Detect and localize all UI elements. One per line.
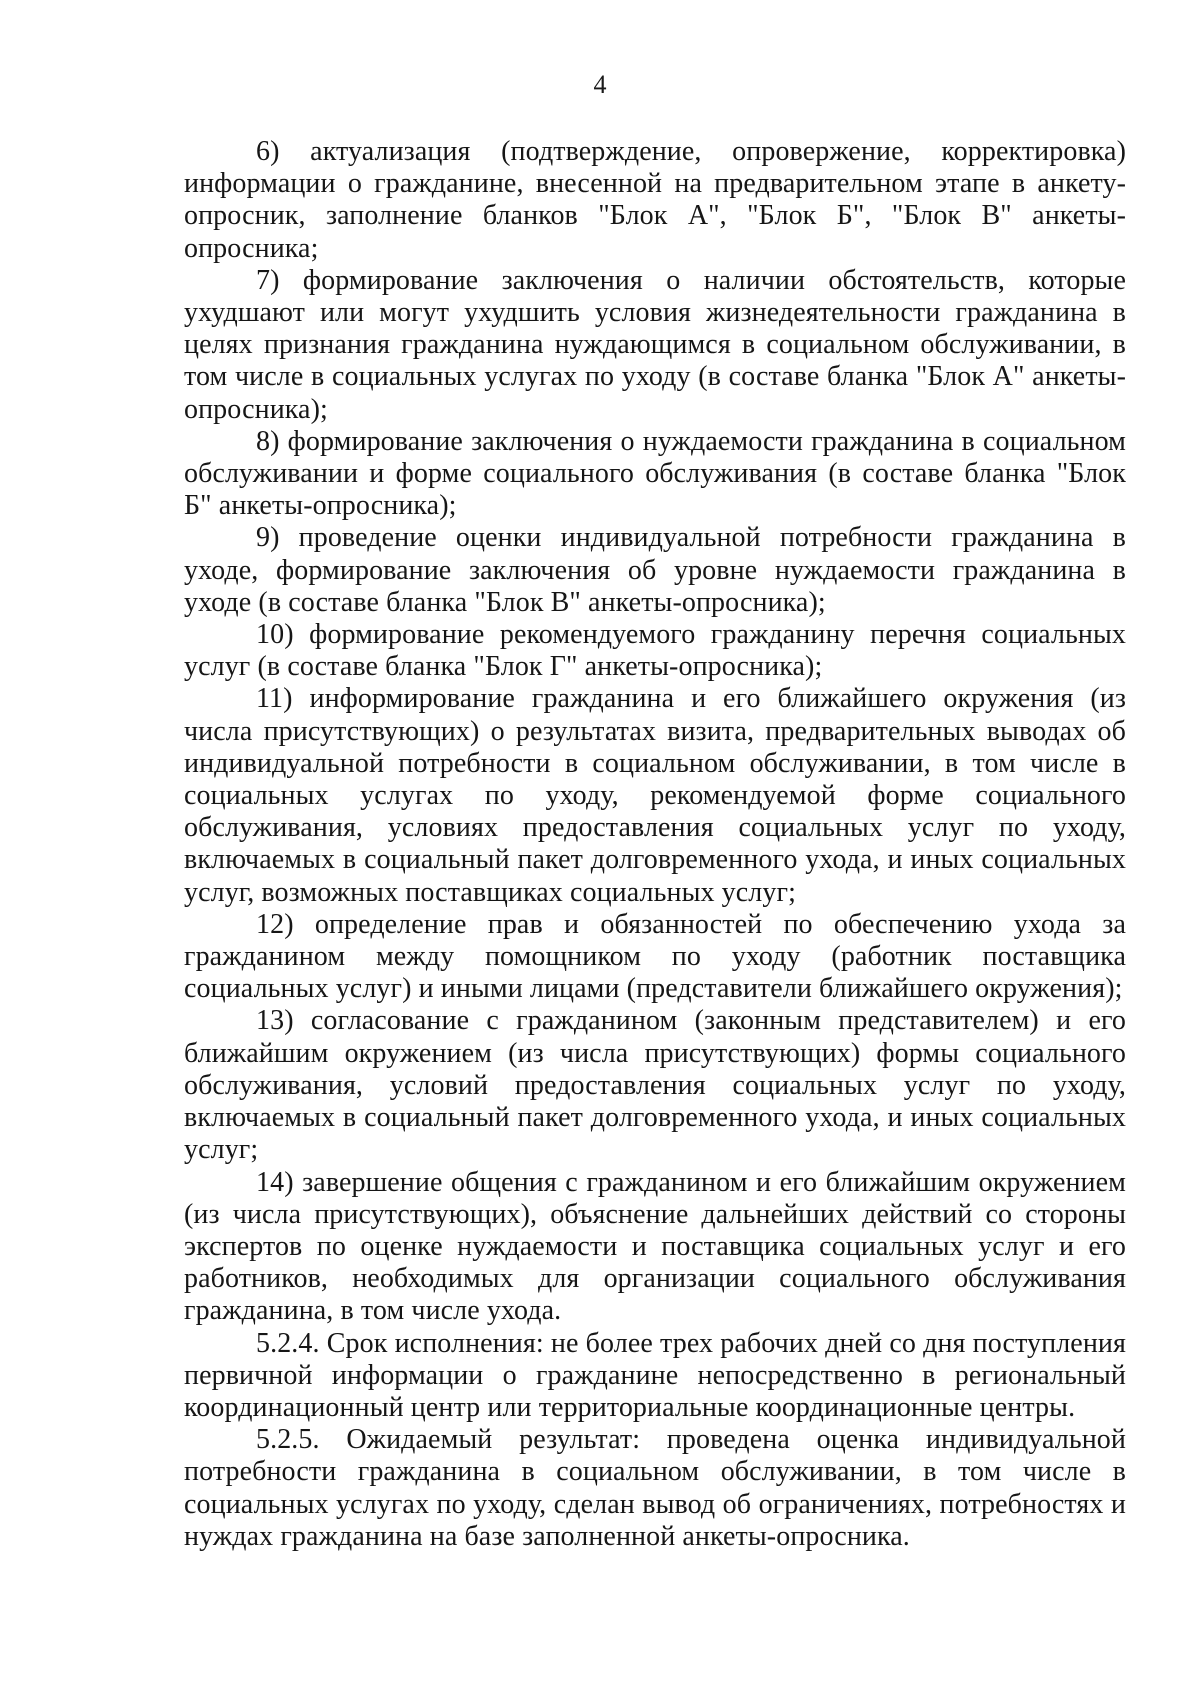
list-item-6: 6) актуализация (подтверждение, опровержение, корректировка) информации о гражданине, внесенной на предварительном этапе в анкету-опросник, заполнение бланков "Блок А", "Блок Б", "Блок В" анкеты-опросника;	[184, 136, 1126, 264]
list-item-14: 14) завершение общения с гражданином и его ближайшим окружением (из числа присутствующих), объяснение дальнейших действий со стороны экспертов по оценке нуждаемости и поставщика социальных услуг и его работников, необходимых для организации социального обслуживания гражданина, в том числе ухода.	[184, 1166, 1126, 1327]
list-item-12: 12) определение прав и обязанностей по обеспечению ухода за гражданином между помощником по уходу (работник поставщика социальных услуг) и иными лицами (представители ближайшего окружения);	[184, 908, 1126, 1005]
document-body	[184, 136, 1126, 1553]
list-item-13: 13) согласование с гражданином (законным представителем) и его ближайшим окружением (из числа присутствующих) формы социального обслуживания, условий предоставления социальных услуг по уходу, включаемых в социальный пакет долговременного ухода, и иных социальных услуг;	[184, 1005, 1126, 1166]
list-item-11: 11) информирование гражданина и его ближайшего окружения (из числа присутствующих) о результатах визита, предварительных выводах об индивидуальной потребности в социальном обслуживании, в том числе в социальных услугах по уходу, рекомендуемой форме социального обслуживания, условиях предоставления социальных услуг по уходу, включаемых в социальный пакет долговременного ухода, и иных социальных услуг, возможных поставщиках социальных услуг;	[184, 683, 1126, 908]
page-number: 4	[593, 70, 607, 99]
list-item-9: 9) проведение оценки индивидуальной потребности гражданина в уходе, формирование заключения об уровне нуждаемости гражданина в уходе (в составе бланка "Блок В" анкеты-опросника);	[184, 522, 1126, 618]
list-item-8: 8) формирование заключения о нуждаемости гражданина в социальном обслуживании и форме социального обслуживания (в составе бланка "Блок Б" анкеты-опросника);	[184, 425, 1126, 522]
list-item-7: 7) формирование заключения о наличии обстоятельств, которые ухудшают или могут ухудшить условия жизнедеятельности гражданина в целях признания гражданина нуждающимся в социальном обслуживании, в том числе в социальных услугах по уходу (в составе бланка "Блок А" анкеты-опросника);	[184, 264, 1126, 425]
clause-5-2-4: 5.2.4. Срок исполнения: не более трех рабочих дней со дня поступления первичной информации о гражданине непосредственно в региональный координационный центр или территориальные координационные центры.	[184, 1327, 1126, 1423]
clause-5-2-5: 5.2.5. Ожидаемый результат: проведена оценка индивидуальной потребности гражданина в социальном обслуживании, в том числе в социальных услугах по уходу, сделан вывод об ограничениях, потребностях и нуждах гражданина на базе заполненной анкеты-опросника.	[184, 1424, 1126, 1552]
list-item-10: 10) формирование рекомендуемого гражданину перечня социальных услуг (в составе бланка "Блок Г" анкеты-опросника);	[184, 619, 1126, 683]
